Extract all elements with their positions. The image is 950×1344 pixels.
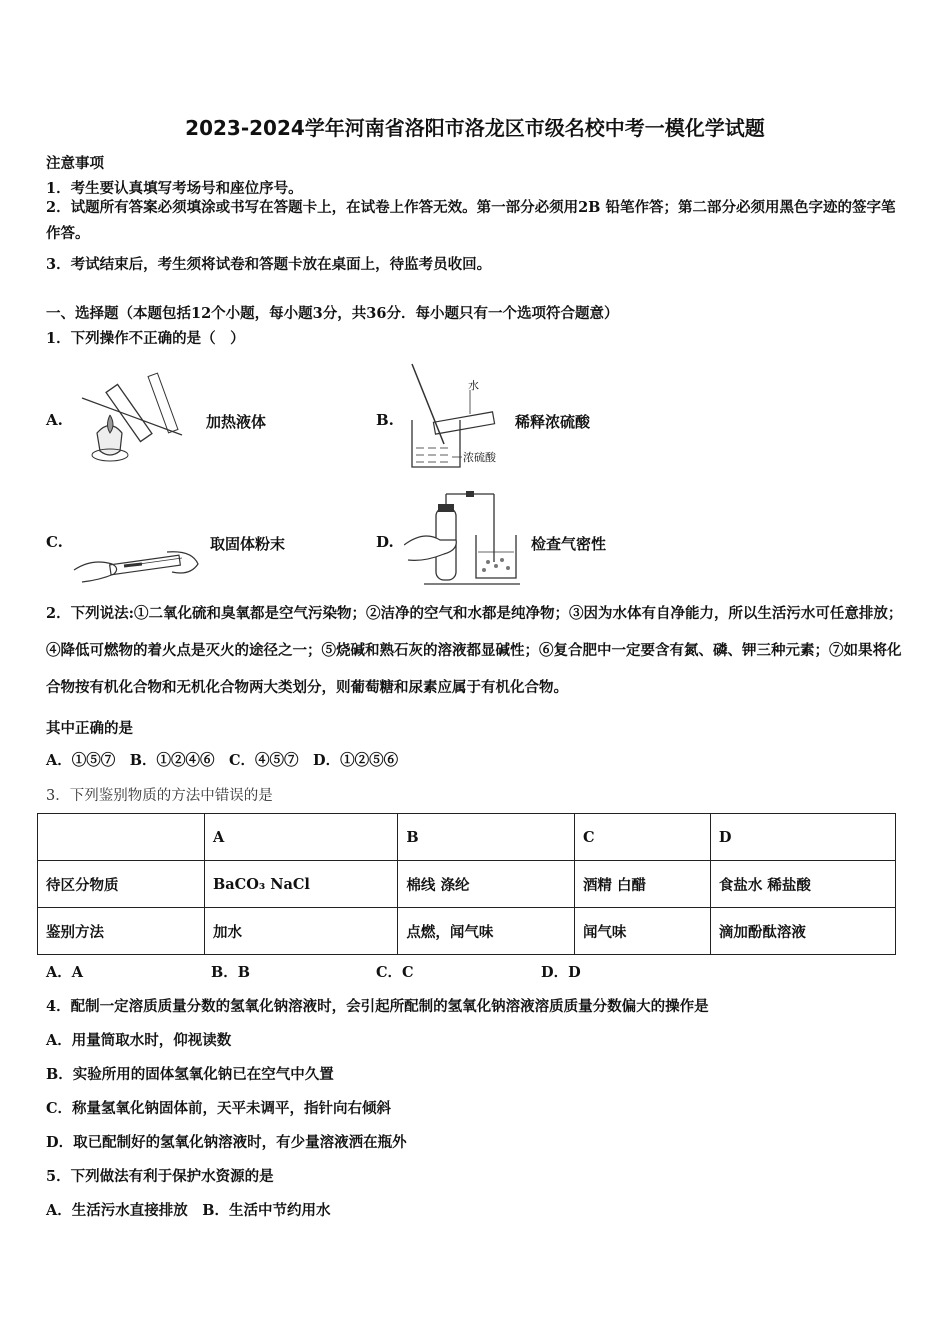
table-row bbox=[38, 908, 896, 955]
table-cell: 点燃，闻气味 bbox=[398, 908, 575, 955]
q1-option-c-letter: C. bbox=[46, 533, 63, 551]
table-cell: B bbox=[398, 814, 575, 861]
q1-option-c-text: 取固体粉末 bbox=[210, 535, 286, 553]
q4-stem: 4．配制一定溶质质量分数的氢氧化钠溶液时，会引起所配制的氢氧化钠溶液溶质质量分数偏大的操作是 bbox=[46, 998, 709, 1015]
table-cell: 滴加酚酞溶液 bbox=[710, 908, 895, 955]
notice-item-2: 2．试题所有答案必须填涂或书写在答题卡上，在试卷上作答无效。第一部分必须用2B 铅笔作答；第二部分必须用黑色字迹的签字笔作答。 bbox=[46, 199, 896, 242]
q5-stem: 5．下列做法有利于保护水资源的是 bbox=[46, 1168, 274, 1185]
q4-option-c: C．称量氢氧化钠固体前，天平未调平，指针向右倾斜 bbox=[46, 1100, 392, 1117]
q1-stem: 1．下列操作不正确的是（ ） bbox=[46, 330, 245, 347]
figure-label-acid: 浓硫酸 bbox=[463, 451, 496, 464]
q3-option-a: A．A bbox=[46, 964, 84, 981]
q1-option-b-text: 稀释浓硫酸 bbox=[515, 413, 591, 431]
notice-item-1: 1．考生要认真填写考场号和座位序号。 bbox=[46, 180, 303, 197]
table-cell: C bbox=[574, 814, 710, 861]
table-cell: 食盐水 稀盐酸 bbox=[710, 861, 895, 908]
q1-option-a-text: 加热液体 bbox=[206, 413, 267, 431]
q1-option-a-letter: A. bbox=[46, 411, 63, 429]
table-cell: 加水 bbox=[205, 908, 398, 955]
q4-option-a: A．用量筒取水时，仰视读数 bbox=[46, 1032, 232, 1049]
powder-spoon-figure bbox=[72, 540, 202, 588]
table-cell: 棉线 涤纶 bbox=[398, 861, 575, 908]
airtightness-check-figure bbox=[404, 490, 520, 588]
table-cell: 鉴别方法 bbox=[38, 908, 205, 955]
notice-heading: 注意事项 bbox=[46, 155, 104, 172]
q2-sub: 其中正确的是 bbox=[46, 720, 133, 737]
q3-table bbox=[37, 813, 896, 955]
q1-option-b-letter: B. bbox=[376, 411, 394, 429]
table-row bbox=[38, 814, 896, 861]
q2-stem: 2．下列说法:①二氧化硫和臭氧都是空气污染物；②洁净的空气和水都是纯净物；③因为水体有自净能力，所以生活污水可任意排放；④降低可燃物的着火点是灭火的途径之一；⑤烧碱和熟石灰的溶液都显碱性；⑥复合肥中一定要含有氮、磷、钾三种元素；⑦如果将化合物按有机化合物和无机化合物两大类划分，则葡萄糖和尿素应属于有机化合物。 bbox=[46, 605, 903, 696]
table-cell: A bbox=[205, 814, 398, 861]
table-cell: 闻气味 bbox=[574, 908, 710, 955]
table-row bbox=[38, 861, 896, 908]
page-title: 2023-2024学年河南省洛阳市洛龙区市级名校中考一模化学试题 bbox=[185, 116, 765, 140]
notice-item-3: 3．考试结束后，考生须将试卷和答题卡放在桌面上，待监考员收回。 bbox=[46, 256, 492, 273]
q3-option-c: C．C bbox=[376, 964, 414, 981]
q3-stem: 3．下列鉴别物质的方法中错误的是 bbox=[46, 788, 273, 804]
q1-option-d-letter: D. bbox=[376, 533, 394, 551]
table-cell: 待区分物质 bbox=[38, 861, 205, 908]
q4-option-b: B．实验所用的固体氢氧化钠已在空气中久置 bbox=[46, 1066, 334, 1083]
q4-option-d: D．取已配制好的氢氧化钠溶液时，有少量溶液洒在瓶外 bbox=[46, 1134, 407, 1151]
figure-label-water: 水 bbox=[468, 379, 479, 392]
q1-option-d-text: 检查气密性 bbox=[531, 535, 607, 553]
table-cell bbox=[38, 814, 205, 861]
table-cell: 酒精 白醋 bbox=[574, 861, 710, 908]
q3-option-b: B．B bbox=[211, 964, 251, 981]
section-heading: 一、选择题（本题包括12个小题，每小题3分，共36分．每小题只有一个选项符合题意） bbox=[46, 305, 619, 322]
table-cell: BaCO₃ NaCl bbox=[205, 861, 398, 908]
table-cell: D bbox=[710, 814, 895, 861]
q5-options: A．生活污水直接排放 B．生活中节约用水 bbox=[46, 1202, 331, 1219]
q2-options: A．①⑤⑦ B．①②④⑥ C．④⑤⑦ D．①②⑤⑥ bbox=[46, 752, 399, 769]
q3-option-d: D．D bbox=[541, 964, 581, 981]
heating-liquid-figure bbox=[72, 363, 187, 468]
